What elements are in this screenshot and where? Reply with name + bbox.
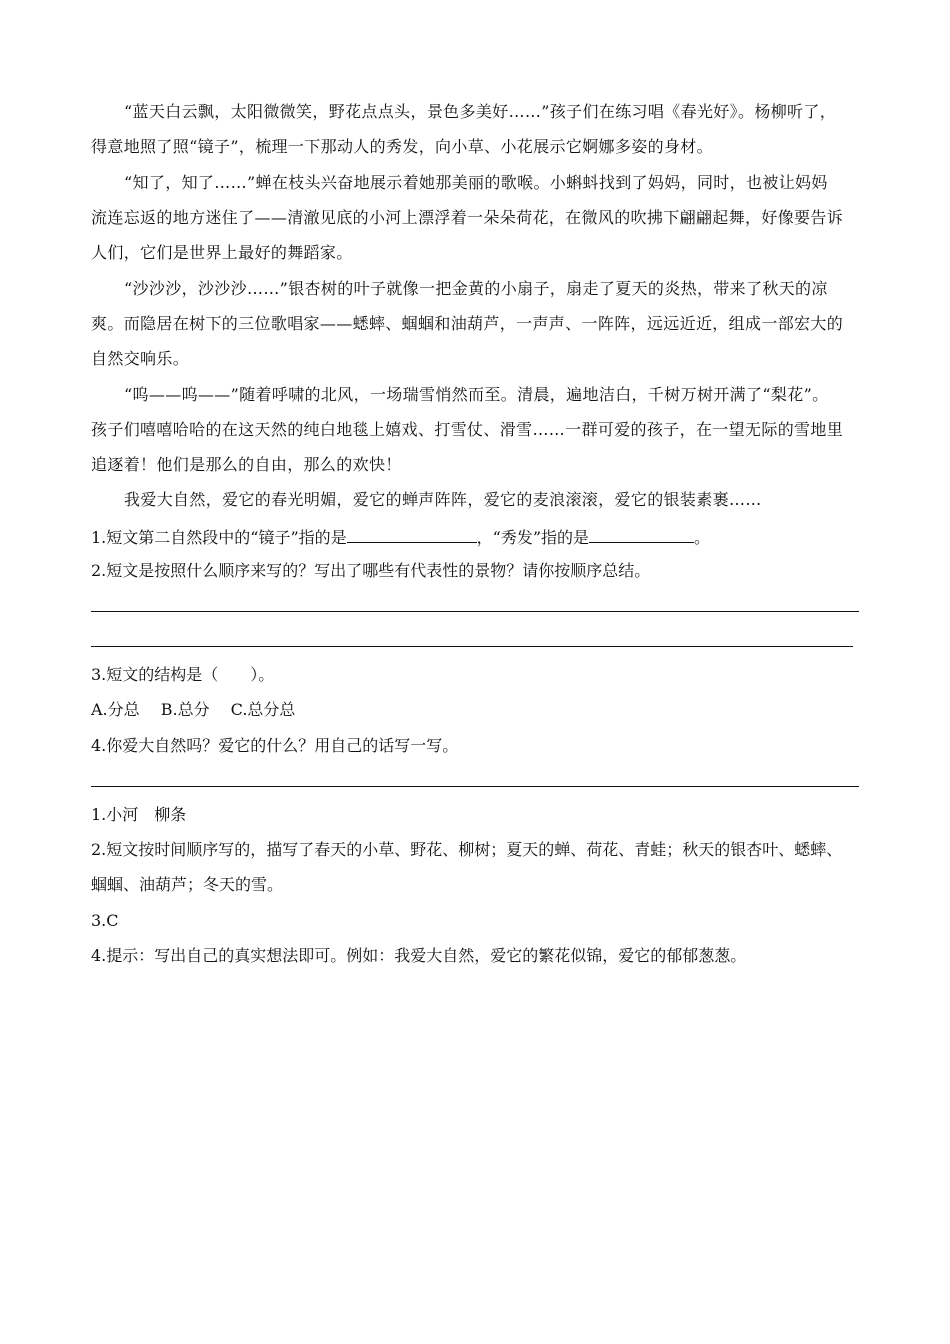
- passage-p1-line2: 得意地照了照“镜子”，梳理一下那动人的秀发，向小草、小花展示它婀娜多姿的身材。: [91, 137, 714, 156]
- answer-4: 4.提示：写出自己的真实想法即可。例如：我爱大自然，爱它的繁花似锦，爱它的郁郁葱葱。: [91, 946, 747, 965]
- question-3-options: A.分总 B.总分 C.总分总: [91, 700, 296, 719]
- question-1: [91, 526, 710, 548]
- passage-p2-line2: 流连忘返的地方迷住了——清澈见底的小河上漂浮着一朵朵荷花，在微风的吹拂下翩翩起舞，好像要告诉: [91, 208, 844, 227]
- answer-line[interactable]: [91, 786, 859, 787]
- passage-p4-line3: 追逐着！他们是那么的自由，那么的欢快！: [91, 455, 402, 474]
- passage-p1-line1: “蓝天白云飘，太阳微微笑，野花点点头，景色多美好……”孩子们在练习唱《春光好》。杨柳听了，: [124, 102, 837, 121]
- passage-p2-line3: 人们，它们是世界上最好的舞蹈家。: [91, 243, 353, 262]
- passage-p2-line1: “知了，知了……”蝉在枝头兴奋地展示着她那美丽的歌喉。小蝌蚪找到了妈妈，同时，也被让妈妈: [124, 173, 828, 192]
- question-1-text-b: ，“秀发”指的是: [476, 528, 590, 547]
- passage-p3-line3: 自然交响乐。: [91, 349, 190, 368]
- passage-p4-line1: “呜——呜——”随着呼啸的北风，一场瑞雪悄然而至。清晨，遍地洁白，千树万树开满了“梨花”。: [124, 385, 829, 404]
- passage-p5-line1: 我爱大自然，爱它的春光明媚，爱它的蝉声阵阵，爱它的麦浪滚滚，爱它的银装素裹……: [124, 490, 762, 509]
- passage-p4-line2: 孩子们嘻嘻哈哈的在这天然的纯白地毯上嬉戏、打雪仗、滑雪……一群可爱的孩子，在一望无际的雪地里: [91, 420, 844, 439]
- answer-blank-hair[interactable]: [589, 526, 694, 543]
- question-1-text-a: 1.短文第二自然段中的“镜子”指的是: [91, 528, 347, 547]
- answer-3: 3.C: [91, 911, 119, 930]
- passage-p3-line1: “沙沙沙，沙沙沙……”银杏树的叶子就像一把金黄的小扇子，扇走了夏天的炎热，带来了秋天的凉: [124, 279, 828, 298]
- answer-blank-mirror[interactable]: [347, 526, 477, 543]
- question-4: 4.你爱大自然吗？爱它的什么？用自己的话写一写。: [91, 736, 459, 755]
- answer-2-line2: 蝈蝈、油葫芦；冬天的雪。: [91, 875, 284, 894]
- answer-line[interactable]: [91, 646, 853, 647]
- question-3: 3.短文的结构是（ ）。: [91, 665, 275, 684]
- passage-p3-line2: 爽。而隐居在树下的三位歌唱家——蟋蟀、蝈蝈和油葫芦，一声声、一阵阵，远远近近，组成一部宏大的: [91, 314, 844, 333]
- answer-line[interactable]: [91, 611, 859, 612]
- question-1-text-c: 。: [694, 528, 711, 547]
- answer-1: 1.小河 柳条: [91, 805, 187, 824]
- answer-2-line1: 2.短文按时间顺序写的，描写了春天的小草、野花、柳树；夏天的蝉、荷花、青蛙；秋天的银杏叶、蟋蟀、: [91, 840, 843, 859]
- question-2: 2.短文是按照什么顺序来写的？写出了哪些有代表性的景物？请你按顺序总结。: [91, 561, 651, 580]
